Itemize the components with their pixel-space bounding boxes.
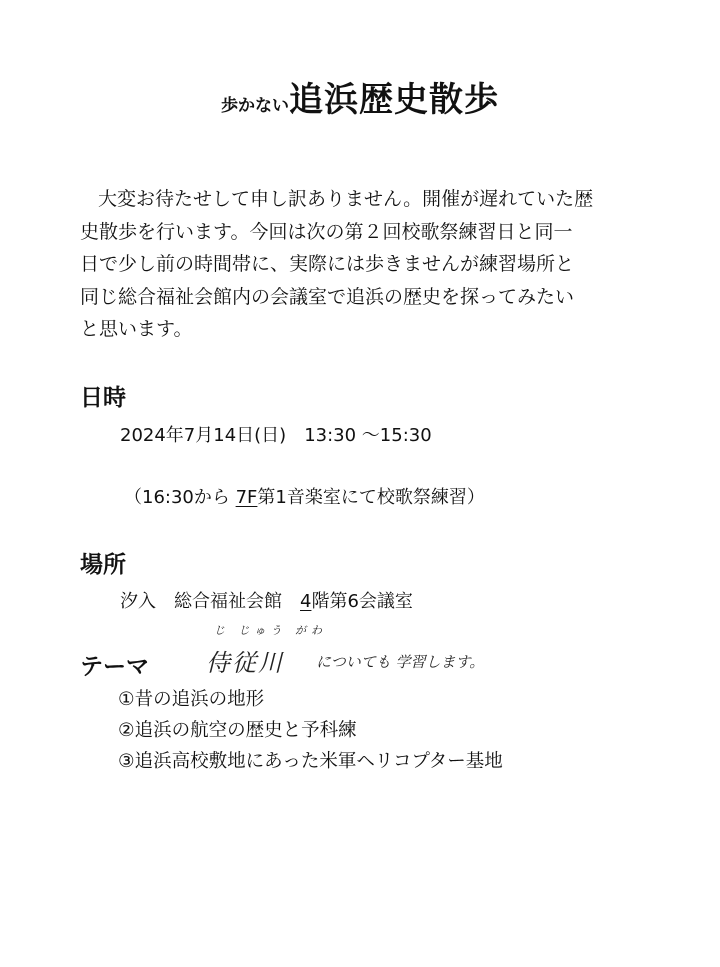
title-prefix: 歩かない <box>221 96 289 116</box>
title-main: 追浜歴史散歩 <box>289 80 499 120</box>
rehearsal-note <box>124 483 485 509</box>
theme-heading: テーマ <box>80 654 149 680</box>
place-floor: 4 <box>300 591 312 612</box>
datetime-heading: 日時 <box>80 385 126 411</box>
intro-line: と思います。 <box>80 318 193 340</box>
intro-line: 大変お待たせして申し訳ありません。開催が遅れていた歴 <box>98 188 594 210</box>
place-value-before: 汐入 総合福祉会館 <box>120 591 300 612</box>
intro-line: 同じ総合福祉会館内の会議室で追浜の歴史を探ってみたい <box>80 285 575 308</box>
handwritten-note: についても 学習します。 <box>316 653 485 671</box>
place-value <box>120 587 413 613</box>
handwritten-furigana: じ じゅう がわ <box>214 624 327 637</box>
rehearsal-note-after: 第1音楽室にて校歌祭練習） <box>257 487 485 508</box>
document-title <box>0 72 720 121</box>
theme-item: ②追浜の航空の歴史と予科練 <box>118 720 357 741</box>
intro-paragraph <box>80 183 660 346</box>
intro-line: 史散歩を行います。今回は次の第２回校歌祭練習日と同一 <box>80 220 573 243</box>
theme-item: ③追浜高校敷地にあった米軍ヘリコプター基地 <box>118 751 503 772</box>
rehearsal-note-floor: 7F <box>235 487 258 508</box>
theme-item: ①昔の追浜の地形 <box>118 689 265 710</box>
theme-list <box>118 684 503 777</box>
rehearsal-note-before: （16:30から <box>124 487 236 508</box>
handwritten-river-name: 侍従川 <box>206 649 284 677</box>
place-value-after: 階第6会議室 <box>311 591 413 612</box>
place-heading: 場所 <box>80 552 126 578</box>
datetime-value: 2024年7月14日(日) 13:30 ～15:30 <box>120 425 432 446</box>
intro-line: 日で少し前の時間帯に、実際には歩きませんが練習場所と <box>80 253 575 275</box>
